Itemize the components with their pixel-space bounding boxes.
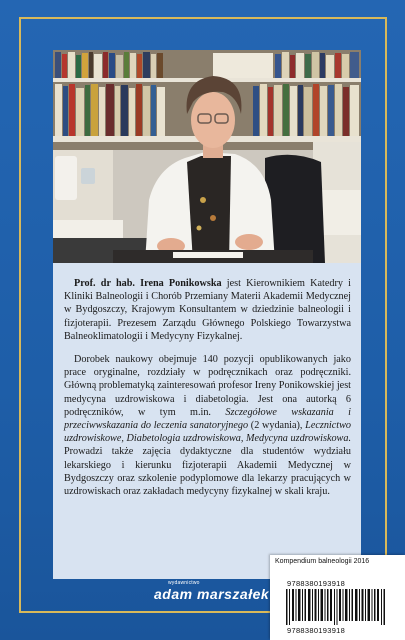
bio-paragraph-2	[64, 353, 351, 498]
bio-p1-text: jest Kierownikiem Katedry i Kliniki Balneologii i Chorób Przemiany Materii Akademii Medycznej w Bydgoszczy, Krajowym Konsultantem w dziedzinie balneologii i fizjoterapii. Prezesem Zarządu Głównego Polskiego Towarzystwa Balneoklimatologii i Medycyny Fizykalnej.	[64, 278, 352, 342]
barcode-icon	[286, 589, 386, 625]
sticker-title: Kompendium balneologii 2016	[275, 558, 370, 565]
author-photo	[53, 50, 361, 263]
author-bio-panel	[53, 263, 361, 579]
sticker-isbn-top: 9788380193918	[287, 579, 346, 588]
book-title-1: Szczegółowe wskazania i przeciwwskazania do leczenia sanatoryjnego	[64, 406, 351, 432]
bio-p2-after1: (2 wydania),	[248, 420, 306, 432]
price-sticker	[270, 555, 405, 640]
bio-paragraph-1	[64, 277, 351, 343]
author-portrait-image	[53, 50, 361, 263]
bio-p2-text: Dorobek naukowy obejmuje 140 pozycji opublikowanych jako prace oryginalne, rozdziały w podręcznikach oraz podręczniki. Główną problematyką zainteresowań profesor Ireny Ponikowskiej jest medycyna uzdrowiskowa i diabetologia. Jest ona autorką 6 podręczników, w tym m.in.	[64, 354, 351, 418]
sticker-isbn-bottom: 9788380193918	[287, 626, 346, 635]
publisher-logo	[154, 580, 274, 606]
bio-p2-end: Prowadzi także zajęcia dydaktyczne dla studentów wydziału lekarskiego i kierunku fizjoterapii Akademii Medycznej w Bydgoszczy oraz szkolenie podyplomowe dla lekarzy pracujących w uzdrowiskach oraz zakładach medycyny fizykalnej w skali kraju.	[64, 446, 351, 498]
publisher-small-label: wydawnictwo	[168, 580, 200, 586]
book-titles-2: Lecznictwo uzdrowiskowe, Diabetologia uzdrowiskowa, Medycyna uzdrowiskowa.	[64, 420, 351, 445]
author-name: Prof. dr hab. Irena Ponikowska	[74, 278, 222, 289]
publisher-name: adam marszałek	[154, 586, 270, 602]
